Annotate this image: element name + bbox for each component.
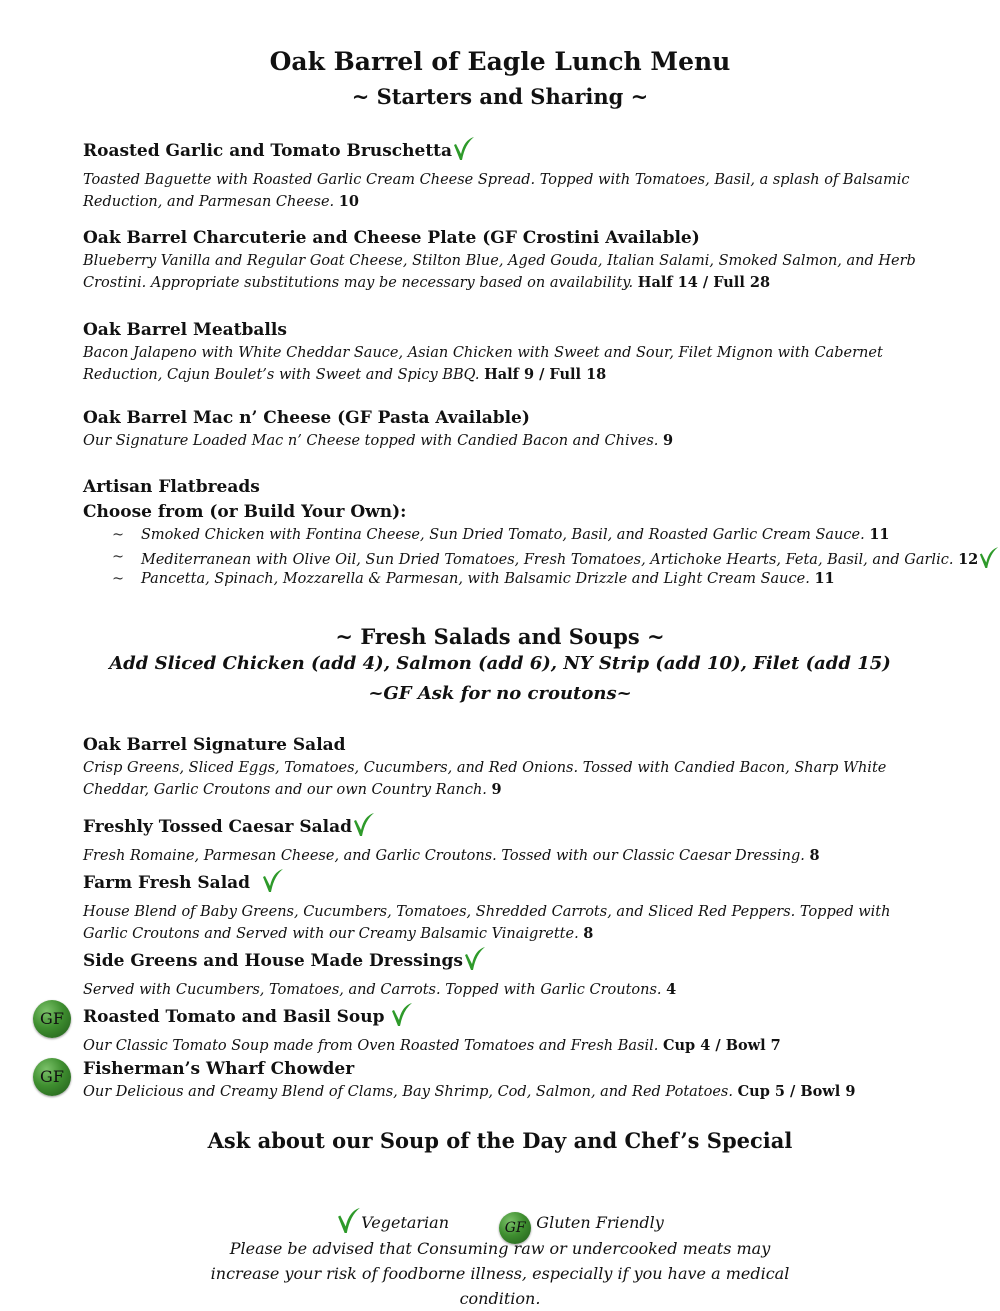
item-price: Cup 4 / Bowl 7 (662, 1037, 781, 1054)
tilde-bullet: ~ (112, 549, 125, 565)
menu-item (83, 812, 933, 867)
item-price: 8 (809, 847, 820, 864)
vegetarian-leaf-icon (453, 136, 475, 168)
item-description: Toasted Baguette with Roasted Garlic Cream Cheese Spread. Topped with Tomatoes, Basil, a splash of Balsamic Reduction, and Parmesan Cheese. (83, 172, 910, 210)
item-name: Oak Barrel Signature Salad (83, 735, 346, 755)
menu-item (83, 734, 933, 801)
gluten-friendly-badge-icon: GF (33, 1000, 71, 1038)
item-name: Freshly Tossed Caesar Salad (83, 817, 353, 837)
page-title: Oak Barrel of Eagle Lunch Menu (269, 47, 731, 76)
item-price: 9 (663, 432, 674, 449)
item-name: Oak Barrel Charcuterie and Cheese Plate (GF Crostini Available) (83, 228, 700, 248)
menu-item (83, 319, 933, 386)
item-description: Our Classic Tomato Soup made from Oven Roasted Tomatoes and Fresh Basil. (83, 1038, 659, 1054)
vegetarian-leaf-icon (464, 946, 486, 978)
item-description: Crisp Greens, Sliced Eggs, Tomatoes, Cucumbers, and Red Onions. Tossed with Candied Bacon, Sharp White Cheddar, Garlic Croutons and our own Country Ranch. (83, 760, 887, 798)
gf-crouton-note: ~GF Ask for no croutons~ (368, 683, 632, 704)
flatbread-description: Pancetta, Spinach, Mozzarella & Parmesan, with Balsamic Drizzle and Light Cream Sauce. (141, 571, 810, 587)
list-item (112, 568, 972, 590)
item-description: Served with Cucumbers, Tomatoes, and Carrots. Topped with Garlic Croutons. (83, 982, 662, 998)
flatbread-description: Mediterranean with Olive Oil, Sun Dried Tomatoes, Fresh Tomatoes, Artichoke Hearts, Feta, Basil, and Garlic. (141, 552, 954, 568)
section-title-starters: ~ Starters and Sharing ~ (351, 84, 649, 109)
item-description: Our Delicious and Creamy Blend of Clams, Bay Shrimp, Cod, Salmon, and Red Potatoes. (83, 1084, 733, 1100)
vegetarian-label: Vegetarian (361, 1213, 450, 1232)
item-price: Half 14 / Full 28 (637, 274, 771, 291)
item-name: Side Greens and House Made Dressings (83, 951, 463, 971)
item-price: 4 (666, 981, 677, 998)
item-name: Roasted Tomato and Basil Soup (83, 1007, 385, 1027)
vegetarian-leaf-icon (337, 1206, 361, 1240)
item-price: Cup 5 / Bowl 9 (737, 1083, 856, 1100)
gluten-friendly-badge-icon: GF (33, 1058, 71, 1096)
menu-item (83, 868, 933, 945)
item-price: 10 (338, 193, 359, 210)
item-price: Half 9 / Full 18 (484, 366, 607, 383)
flatbreads-section (83, 476, 933, 523)
vegetarian-leaf-icon (353, 812, 375, 844)
item-description: House Blend of Baby Greens, Cucumbers, Tomatoes, Shredded Carrots, and Sliced Red Peppers. Topped with Garlic Croutons and Served with our Creamy Balsamic Vinaigrette. (83, 904, 891, 942)
item-name: Farm Fresh Salad (83, 873, 251, 893)
item-name: Fisherman’s Wharf Chowder (83, 1059, 355, 1079)
item-price: 9 (491, 781, 502, 798)
vegetarian-leaf-icon (262, 868, 284, 900)
flatbreads-title: Artisan Flatbreads (83, 477, 260, 497)
item-name: Oak Barrel Mac n’ Cheese (GF Pasta Available) (83, 408, 530, 428)
item-description: Fresh Romaine, Parmesan Cheese, and Garlic Croutons. Tossed with our Classic Caesar Dressing. (83, 848, 805, 864)
flatbread-price: 12 (958, 551, 979, 568)
gluten-friendly-label: Gluten Friendly (536, 1213, 664, 1232)
menu-item (83, 136, 933, 213)
flatbread-price: 11 (814, 570, 835, 587)
gluten-friendly-badge-icon: GF (499, 1212, 531, 1244)
menu-item (83, 407, 933, 452)
vegetarian-leaf-icon (979, 546, 999, 577)
vegetarian-leaf-icon (391, 1002, 413, 1034)
list-item (112, 546, 979, 568)
item-name: Oak Barrel Meatballs (83, 320, 287, 340)
tilde-bullet: ~ (112, 527, 125, 543)
item-description: Bacon Jalapeno with White Cheddar Sauce, Asian Chicken with Sweet and Sour, Filet Mignon with Cabernet Reduction, Cajun Boulet’s with Sweet and Spicy BBQ. (83, 345, 883, 383)
item-name: Roasted Garlic and Tomato Bruschetta (83, 141, 453, 161)
tilde-bullet: ~ (112, 571, 125, 587)
menu-item (83, 946, 933, 1001)
item-description: Our Signature Loaded Mac n’ Cheese topped with Candied Bacon and Chives. (83, 433, 659, 449)
chef-special-note: Ask about our Soup of the Day and Chef’s Special (207, 1128, 793, 1153)
flatbread-description: Smoked Chicken with Fontina Cheese, Sun Dried Tomato, Basil, and Roasted Garlic Cream Sauce. (141, 527, 865, 543)
item-description: Blueberry Vanilla and Regular Goat Cheese, Stilton Blue, Aged Gouda, Italian Salami, Smoked Salmon, and Herb Crostini. Appropriate substitutions may be necessary based on availability. (83, 253, 916, 291)
section-title-salads: ~ Fresh Salads and Soups ~ (335, 624, 665, 649)
food-safety-notice: Please be advised that Consuming raw or undercooked meats may increase your risk of foodborne illness, especially if you have a medical condition. (210, 1239, 790, 1308)
list-item (112, 524, 972, 546)
flatbreads-subtitle: Choose from (or Build Your Own): (83, 502, 407, 522)
menu-item (83, 1002, 933, 1057)
flatbread-price: 11 (869, 526, 890, 543)
item-price: 8 (583, 925, 594, 942)
menu-item (83, 1058, 933, 1103)
salad-addons: Add Sliced Chicken (add 4), Salmon (add 6), NY Strip (add 10), Filet (add 15) (109, 653, 891, 674)
menu-item (83, 227, 933, 294)
flatbread-list (112, 524, 979, 590)
